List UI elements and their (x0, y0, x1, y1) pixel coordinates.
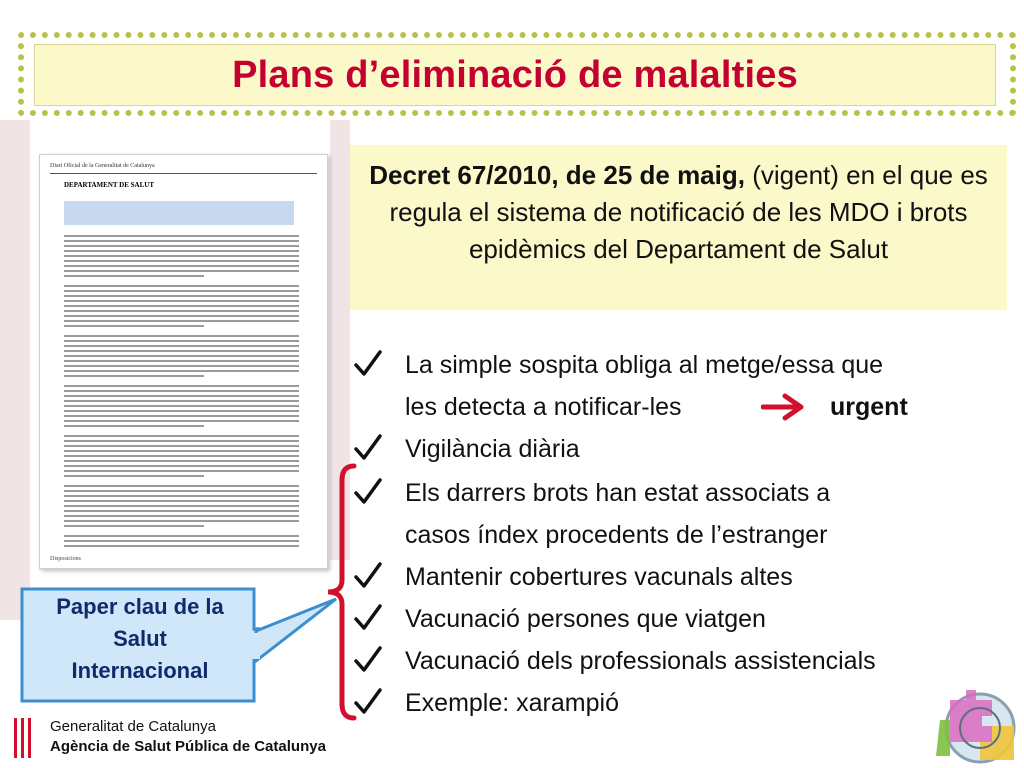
document-text-line (64, 300, 299, 302)
document-text-line (64, 475, 204, 477)
bullet-text: les detecta a notificar-les (405, 393, 682, 421)
document-rule (50, 173, 317, 174)
puzzle-badge-icon (930, 680, 1022, 766)
document-text-line (64, 505, 299, 507)
document-text-line (64, 325, 204, 327)
bullet-text: Exemple: xarampió (405, 689, 619, 717)
document-text-line (64, 375, 204, 377)
catalonia-flag-icon (12, 716, 34, 760)
document-text-line (64, 285, 299, 287)
document-text-line (64, 415, 299, 417)
slide-title: Plans d’eliminació de malalties (232, 53, 798, 96)
generalitat-label: Generalitat de Catalunya (50, 718, 216, 735)
bullet-text: Els darrers brots han estat associats a (405, 479, 831, 507)
document-text-line (64, 290, 299, 292)
background-shape (0, 120, 30, 620)
document-text-line (64, 365, 299, 367)
callout-text (22, 591, 258, 687)
decree-document-image (39, 154, 328, 569)
decree-title: Decret 67/2010, de 25 de maig, (369, 160, 745, 190)
decree-description: (vigent) en el que es regula el sistema de notificació de les MDO i brots epidèmics del Departament de Salut (389, 160, 988, 264)
document-text-line (64, 465, 299, 467)
bullet-text: casos índex procedents de l’estranger (405, 521, 828, 549)
document-text-line (64, 345, 299, 347)
document-text-line (64, 240, 299, 242)
document-text-line (64, 275, 204, 277)
document-text-line (64, 305, 299, 307)
document-text-line (64, 410, 299, 412)
document-text-line (64, 445, 299, 447)
document-text-line (64, 450, 299, 452)
document-header: Diari Oficial de la Generalitat de Catalunya (50, 163, 155, 169)
checkmark-icon (353, 349, 383, 379)
document-text-line (64, 405, 299, 407)
document-text-line (64, 525, 204, 527)
document-text-line (64, 295, 299, 297)
document-text-line (64, 260, 299, 262)
document-text-line (64, 455, 299, 457)
document-text-line (64, 485, 299, 487)
document-text-line (64, 520, 299, 522)
document-text-line (64, 270, 299, 272)
document-highlight (64, 201, 294, 225)
document-text-line (64, 500, 299, 502)
document-text-line (64, 470, 299, 472)
document-text-line (64, 490, 299, 492)
document-text-line (64, 390, 299, 392)
document-text-line (64, 350, 299, 352)
bullet-text: Vacunació persones que viatgen (405, 605, 766, 633)
document-text-line (64, 320, 299, 322)
document-text-line (64, 335, 299, 337)
checkmark-icon (353, 433, 383, 463)
document-text-line (64, 395, 299, 397)
document-text-line (64, 355, 299, 357)
bullet-text: La simple sospita obliga al metge/essa que (405, 351, 884, 379)
document-text-line (64, 245, 299, 247)
document-text-line (64, 360, 299, 362)
bullet-text: Vacunació dels professionals assistencials (405, 647, 876, 675)
decree-box (350, 145, 1007, 310)
document-text-line (64, 420, 299, 422)
bullet-text: Mantenir cobertures vacunals altes (405, 563, 793, 591)
document-text-line (64, 255, 299, 257)
document-text-line (64, 400, 299, 402)
document-text-line (64, 315, 299, 317)
document-text-line (64, 385, 299, 387)
document-text-line (64, 435, 299, 437)
document-text-line (64, 370, 299, 372)
arrow-right-icon (761, 393, 805, 421)
document-text-line (64, 310, 299, 312)
document-text-line (64, 250, 299, 252)
callout-line: Paper clau de la (56, 594, 224, 619)
document-text-line (64, 515, 299, 517)
agency-label: Agència de Salut Pública de Catalunya (50, 738, 326, 755)
title-banner (34, 44, 996, 106)
document-text-line (64, 425, 204, 427)
document-text-line (64, 265, 299, 267)
document-department: DEPARTAMENT DE SALUT (64, 181, 154, 189)
document-text-line (64, 545, 299, 547)
callout-line: Salut (113, 626, 167, 651)
document-text-line (64, 440, 299, 442)
document-text-line (64, 495, 299, 497)
document-text-line (64, 340, 299, 342)
urgent-label: urgent (830, 393, 908, 421)
document-text-line (64, 235, 299, 237)
document-text-line (64, 540, 299, 542)
callout-line: Internacional (71, 658, 209, 683)
document-text-line (64, 510, 299, 512)
document-text-line (64, 535, 299, 537)
document-footer: Disposicions (50, 556, 82, 562)
bullet-text: Vigilància diària (405, 435, 580, 463)
document-text-line (64, 460, 299, 462)
